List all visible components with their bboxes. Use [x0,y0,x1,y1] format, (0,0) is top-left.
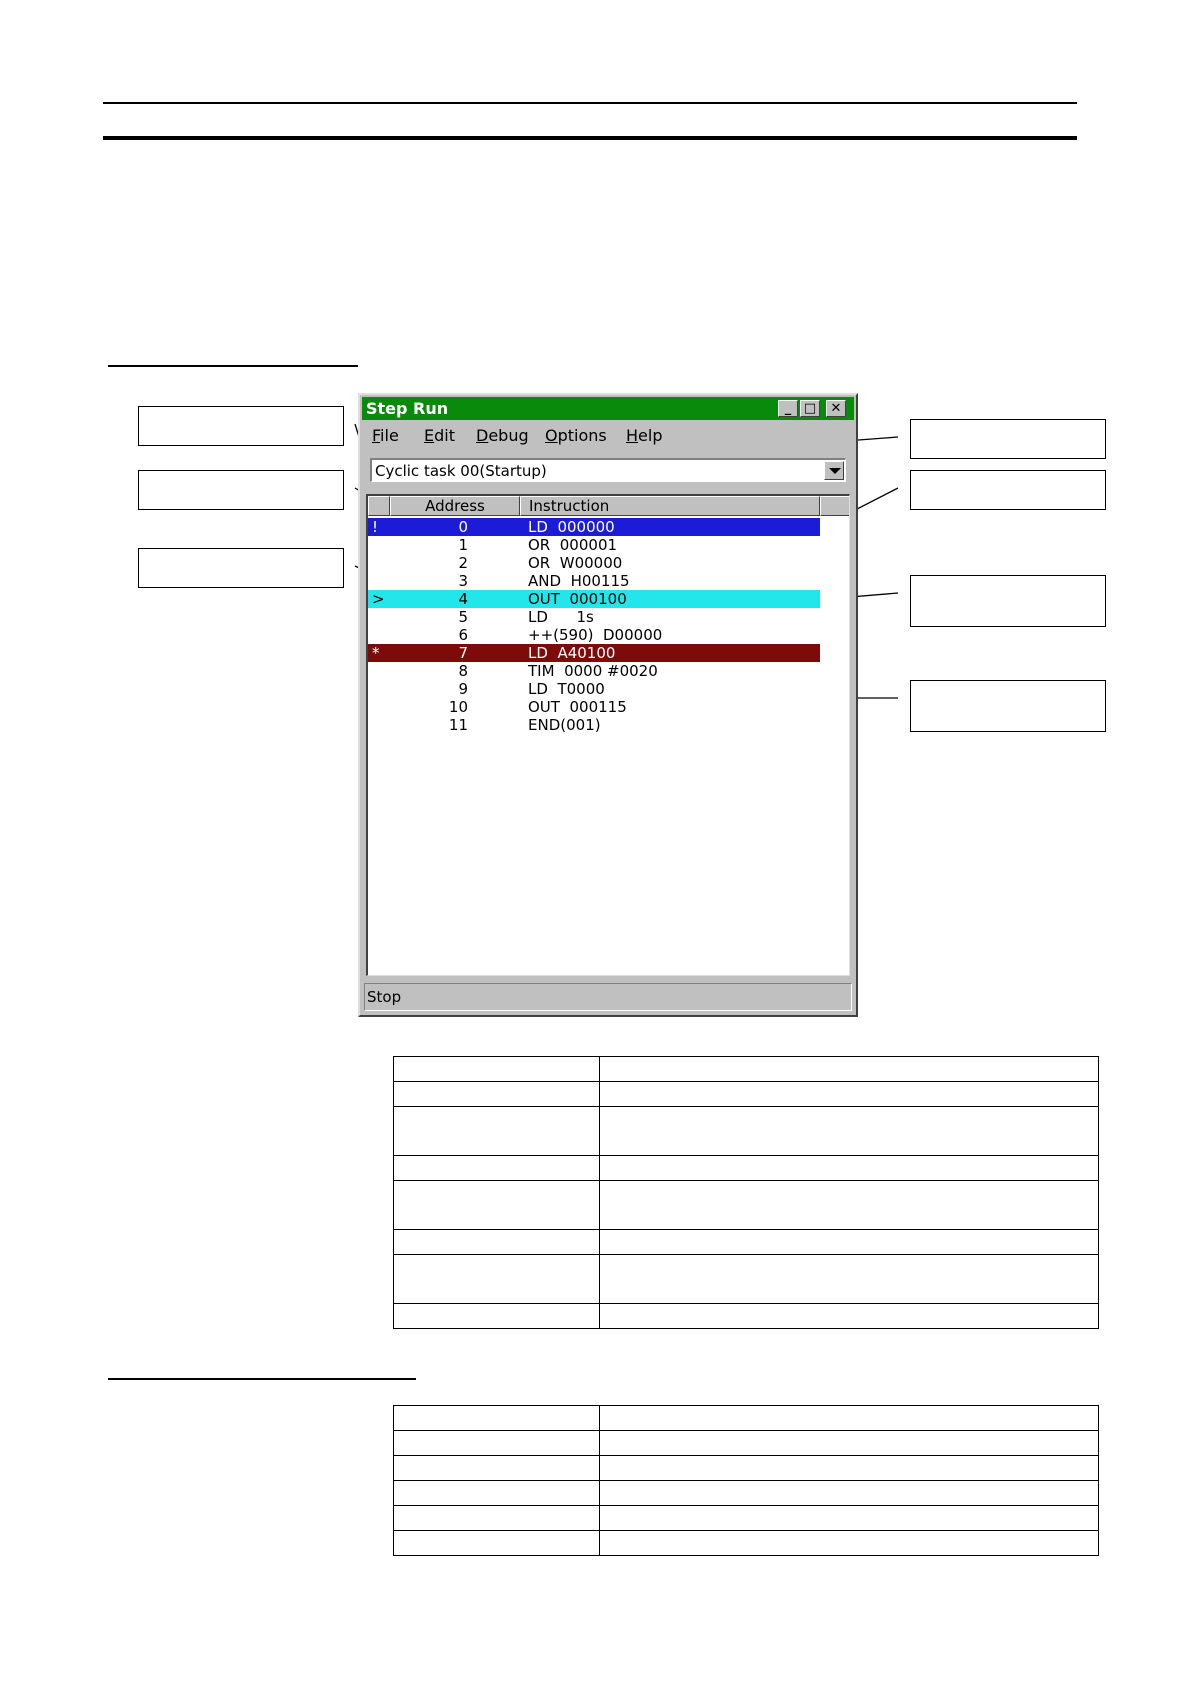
row-instruction: LD T0000 [528,680,605,698]
row-mark: ! [372,518,379,536]
table-row [394,1230,1099,1255]
table-row [394,1481,1099,1506]
menu-debug[interactable]: Debug [476,426,529,445]
table-cell [599,1531,1098,1556]
row-instruction: AND H00115 [528,572,630,590]
minimize-button[interactable] [778,400,798,417]
table-cell [394,1107,600,1156]
minimize-icon: _ [784,401,792,416]
table-row[interactable] [368,626,820,644]
row-mark: > [372,590,385,608]
column-header-address[interactable] [390,496,520,516]
header-mark-button[interactable] [368,496,390,516]
table-row [394,1107,1099,1156]
table-cell [599,1082,1098,1107]
row-instruction: TIM 0000 #0020 [528,662,658,680]
step-run-window [358,393,858,1017]
table-cell [599,1481,1098,1506]
window-title: Step Run [366,399,449,418]
description-table-2 [393,1405,1099,1556]
table-cell [599,1181,1098,1230]
table-row[interactable] [368,554,820,572]
menu-bar [362,423,854,449]
row-address: 2 [458,554,468,572]
menu-edit[interactable]: Edit [424,426,455,445]
row-address: 7 [458,644,468,662]
row-instruction: ++(590) D00000 [528,626,663,644]
menu-options[interactable]: Options [545,426,607,445]
row-instruction: LD 000000 [528,518,615,536]
table-row [394,1531,1099,1556]
address-header-label: Address [425,497,485,515]
row-address: 1 [458,536,468,554]
table-cell [599,1456,1098,1481]
table-cell [599,1107,1098,1156]
program-list[interactable] [366,494,850,976]
table-cell [394,1531,600,1556]
table-cell [599,1230,1098,1255]
table-row[interactable] [368,608,820,626]
table-cell [394,1181,600,1230]
close-icon: ✕ [830,401,842,416]
table-cell [394,1406,600,1431]
menu-file[interactable]: File [372,426,399,445]
table-cell [394,1304,600,1329]
table-row[interactable] [368,680,820,698]
description-table-1 [393,1056,1099,1329]
table-cell [599,1406,1098,1431]
table-cell [394,1431,600,1456]
window-title-bar[interactable] [362,397,854,420]
close-button[interactable] [826,400,846,417]
table-cell [394,1057,600,1082]
table-row[interactable] [368,698,820,716]
table-row[interactable] [368,572,820,590]
table-cell [394,1156,600,1181]
row-address: 4 [458,590,468,608]
status-bar [364,983,852,1011]
instruction-header-label: Instruction [529,497,610,515]
table-cell [394,1481,600,1506]
task-select-value: Cyclic task 00(Startup) [375,462,547,480]
column-header-instruction[interactable] [520,496,820,516]
row-instruction: OR 000001 [528,536,618,554]
table-cell [394,1082,600,1107]
section-heading-rule-2 [108,1378,416,1380]
row-address: 5 [458,608,468,626]
row-address: 6 [458,626,468,644]
table-row [394,1456,1099,1481]
table-row [394,1082,1099,1107]
maximize-button[interactable] [800,400,820,417]
table-row [394,1431,1099,1456]
table-row [394,1255,1099,1304]
column-header-filler [820,496,850,516]
row-instruction: END(001) [528,716,601,734]
row-instruction: LD A40100 [528,644,616,662]
row-address: 10 [448,698,468,716]
table-cell [599,1304,1098,1329]
table-cell [394,1255,600,1304]
table-row[interactable] [368,644,820,662]
menu-help[interactable]: Help [626,426,663,445]
row-address: 3 [458,572,468,590]
table-cell [599,1431,1098,1456]
table-cell [599,1057,1098,1082]
table-row[interactable] [368,590,820,608]
row-address: 0 [458,518,468,536]
table-cell [599,1255,1098,1304]
table-row[interactable] [368,518,820,536]
row-instruction: OUT 000115 [528,698,627,716]
table-row[interactable] [368,536,820,554]
table-row[interactable] [368,662,820,680]
table-cell [599,1506,1098,1531]
status-text: Stop [367,988,402,1006]
table-cell [394,1456,600,1481]
row-instruction: OUT 000100 [528,590,627,608]
table-row [394,1406,1099,1431]
table-row [394,1156,1099,1181]
maximize-icon: □ [803,401,817,416]
row-mark: * [372,644,380,662]
table-cell [394,1506,600,1531]
task-select[interactable] [370,458,846,482]
row-address: 9 [458,680,468,698]
table-row[interactable] [368,716,820,734]
table-row [394,1181,1099,1230]
row-instruction: OR W00000 [528,554,623,572]
table-cell [599,1156,1098,1181]
row-address: 11 [448,716,468,734]
table-row [394,1506,1099,1531]
table-cell [394,1230,600,1255]
row-address: 8 [458,662,468,680]
row-instruction: LD 1s [528,608,594,626]
table-row [394,1057,1099,1082]
chevron-down-icon[interactable] [824,461,844,480]
table-row [394,1304,1099,1329]
